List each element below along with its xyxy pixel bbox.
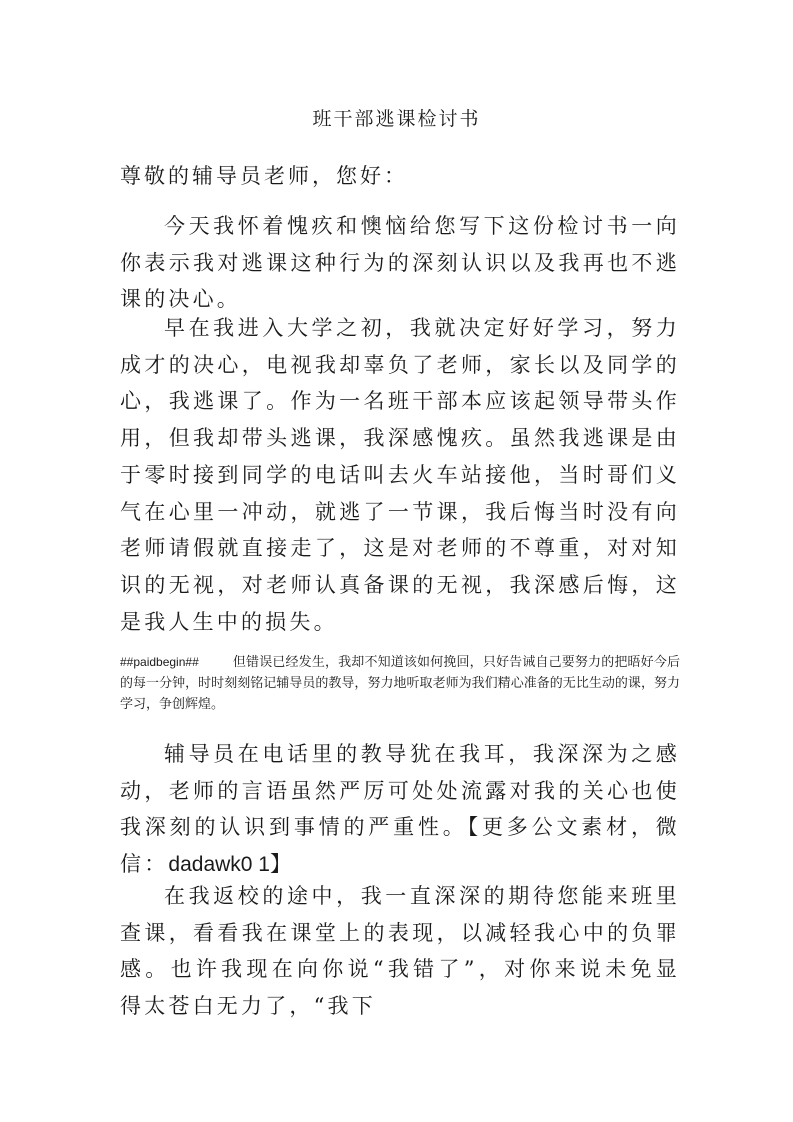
document-title: 班干部逃课检讨书 bbox=[312, 108, 481, 130]
paragraph-5: 在我返校的途中，我一直深深的期待您能来班里查课，看看我在课堂上的表现，以减轻我心中的负罪感。也许我现在向你说“我错了”，对你来说未免显得太苍白无力了，“我下 bbox=[120, 884, 680, 1019]
paragraph-4 bbox=[120, 736, 680, 884]
salutation: 尊敬的辅导员老师，您好： bbox=[120, 164, 408, 188]
paragraph-3: 但错误已经发生，我却不知道该如何挽回，只好告诫自己要努力的把晤好今后的每一分钟，时时刻刻铭记辅导员的教导，努力地听取老师为我们精心准备的无比生动的课，努力学习，争创辉煌。 bbox=[120, 655, 680, 712]
paragraph-1: 今天我怀着愧疚和懊恼给您写下这份检讨书一向你表示我对逃课这种行为的深刻认识以及我再也不逃课的决心。 bbox=[120, 214, 680, 312]
paid-section bbox=[120, 652, 680, 715]
promo-open: 【更多公文素材，微信： bbox=[120, 815, 680, 877]
paid-marker: ##paidbegin## bbox=[120, 655, 199, 669]
promo-wechat-id: dadawk0 1 bbox=[168, 853, 270, 877]
promo-close: 】 bbox=[269, 852, 295, 877]
paragraph-4-text: 辅导员在电话里的教导犹在我耳，我深深为之感动，老师的言语虽然严厉可处处流露对我的关心也使我深刻的认识到事情的严重性。 bbox=[120, 742, 680, 840]
paragraph-2: 早在我进入大学之初，我就决定好好学习，努力成才的决心，电视我却辜负了老师，家长以及同学的心，我逃课了。作为一名班干部本应该起领导带头作用，但我却带头逃课，我深感愧疚。虽然我逃课是由于零时接到同学的电话叫去火车站接他，当时哥们义气在心里一冲动，就逃了一节课，我后悔当时没有向老师请假就直接走了，这是对老师的不尊重，对对知识的无视，对老师认真备课的无视，我深感后悔，这是我人生中的损失。 bbox=[120, 316, 680, 634]
